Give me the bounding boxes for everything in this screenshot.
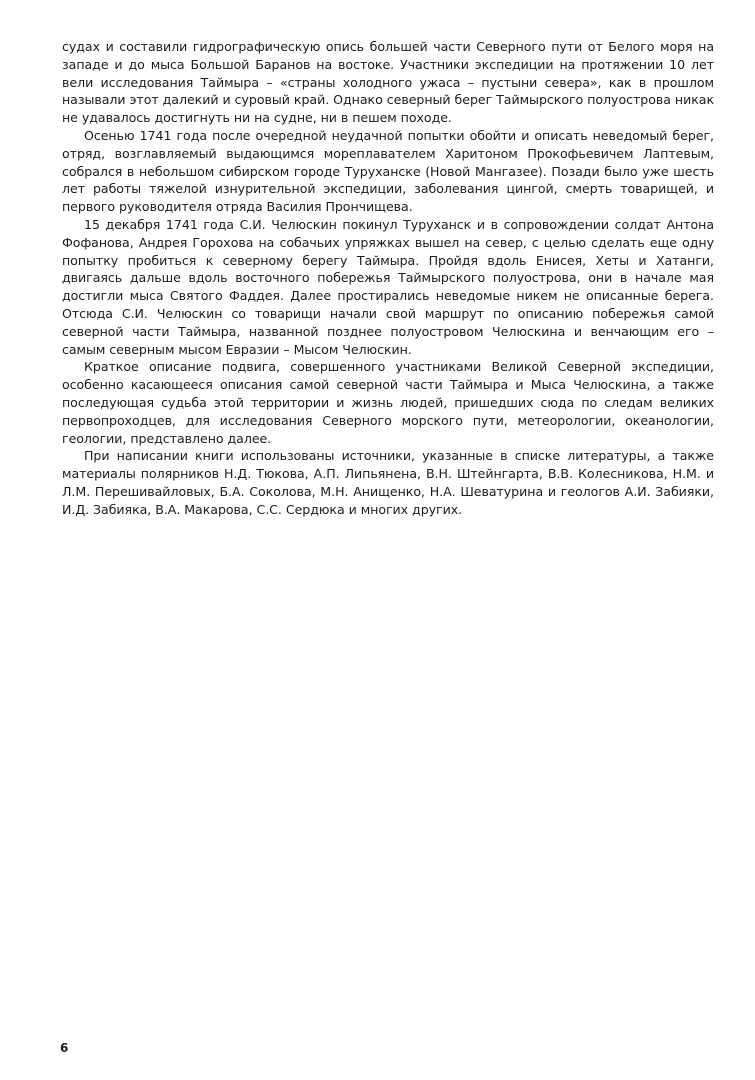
paragraph-december-1741: 15 декабря 1741 года С.И. Челюскин покинул Туруханск и в сопровождении солдат Антона Фофанова, Андрея Горохова на собачьих упряжках вышел на север, с целью сделать еще одну попытку пробиться к северному берегу Таймыра. Пройдя вдоль Енисея, Хеты и Хатанги, двигаясь дальше вдоль восточного побережья Таймырского полуострова, они в начале мая достигли мыса Святого Фаддея. Далее простирались неведомые никем не описанные берега. Отсюда С.И. Челюскин со товарищи начали свой маршрут по описанию побережья самой северной части Таймыра, названной позднее полуостровом Челюскина и венчающим его – самым северным мысом Евразии – Мысом Челюскин.: [62, 216, 714, 357]
paragraph-summary: Краткое описание подвига, совершенного участниками Великой Северной экспедиции, особенно касающееся описания самой северной части Таймыра и Мыса Челюскина, а также последующая судьба этой территории и жизнь людей, пришедших сюда по следам великих первопроходцев, для исследования Северного морского пути, метеорологии, океанологии, геологии, представлено далее.: [62, 359, 714, 446]
body-text: [62, 38, 714, 519]
page-number: 6: [60, 1041, 69, 1055]
paragraph-sources: При написании книги использованы источники, указанные в списке литературы, а также материалы полярников Н.Д. Тюкова, А.П. Липьянена, В.Н. Штейнгарта, В.В. Колесникова, Н.М. и Л.М. Перешивайловых, Б.А. Соколова, М.Н. Анищенко, Н.А. Шеватурина и геологов А.И. Забияки, И.Д. Забияка, В.А. Макарова, С.С. Сердюка и многих других.: [62, 448, 714, 517]
paragraph-continuation: судах и составили гидрографическую опись большей части Северного пути от Белого моря на западе и до мыса Большой Баранов на востоке. Участники экспедиции на протяжении 10 лет вели исследования Таймыра – «страны холодного ужаса – пустыни севера», как в прошлом называли этот далекий и суровый край. Однако северный берег Таймырского полуострова никак не удавалось достигнуть ни на судне, ни в пешем походе.: [62, 39, 714, 126]
paragraph-autumn-1741: Осенью 1741 года после очередной неудачной попытки обойти и описать неведомый берег, отряд, возглавляемый выдающимся мореплавателем Харитоном Прокофьевичем Лаптевым, собрался в небольшом сибирском городе Туруханске (Новой Мангазее). Позади было уже шесть лет работы тяжелой изнурительной экспедиции, заболевания цингой, смерть товарищей, и первого руководителя отряда Василия Прончищева.: [62, 127, 714, 215]
